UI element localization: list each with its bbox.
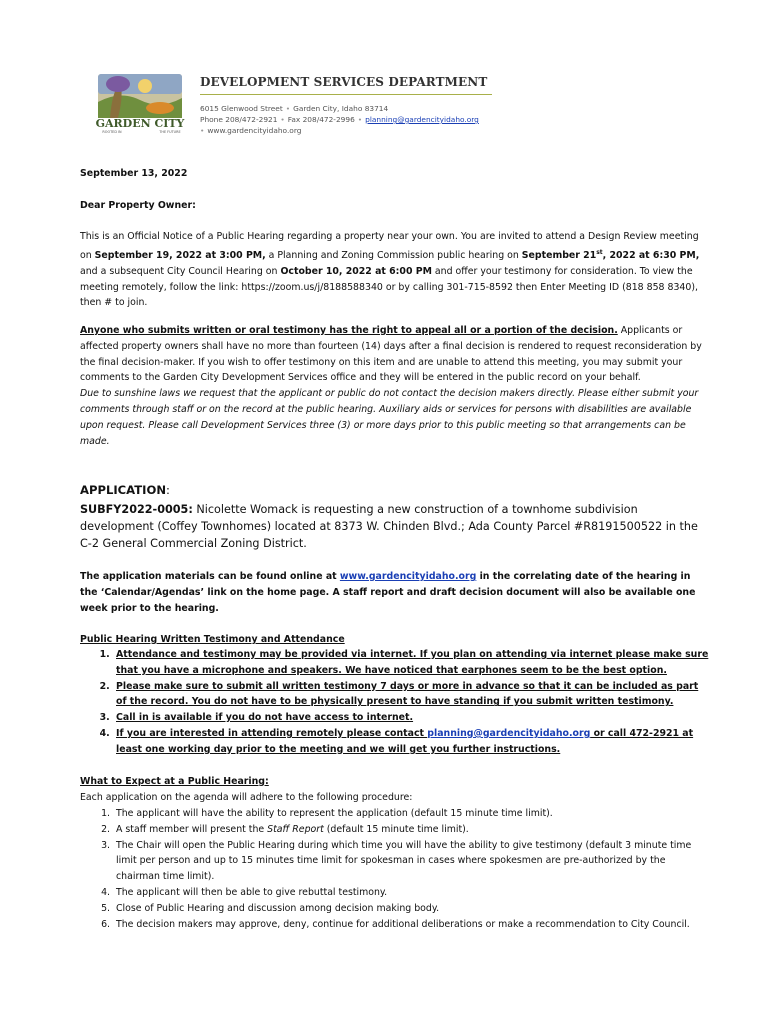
list-item: 4. If you are interested in attending remotely please contact planning@gardencityidaho.org or call 472-2921 at least one working day prior to the meeting and we will get you further instructions. bbox=[113, 726, 710, 758]
email-link[interactable]: planning@gardencityidaho.org bbox=[365, 115, 479, 124]
logo-left-tag: ROOTED IN bbox=[102, 130, 122, 134]
list-item: 3. Call in is available if you do not have access to internet. bbox=[113, 710, 710, 726]
planning-email-link[interactable]: planning@gardencityidaho.org bbox=[427, 727, 591, 739]
list-item: 3. The Chair will open the Public Hearing during which time you will have the ability to give testimony (default 3 minute time limit per person and up to 15 minutes time limit for spokesman in cases where spokesmen are pre-authorized by the chairman time limit). bbox=[113, 838, 710, 885]
phone-number: Phone 208/472-2921 bbox=[200, 115, 278, 124]
website-text: www.gardencityidaho.org bbox=[207, 126, 302, 135]
list-item: 5. Close of Public Hearing and discussion among decision making body. bbox=[113, 901, 710, 917]
materials-paragraph: The application materials can be found online at www.gardencityidaho.org in the correlating date of the hearing in the ‘Calendar/Agendas’ link on the home page. A staff report and draft decision document will also be available one week prior to the hearing. bbox=[80, 571, 696, 614]
appeal-paragraph: Anyone who submits written or oral testimony has the right to appeal all or a portion of the decision. Applicants or affected property owners shall have no more than fourteen (14) days after a final decision is rendered to request reconsideration by the final decision-maker. If you wish to offer testimony on this item and are unable to attend this meeting, you may submit your comments to the Garden City Development Services office and they will be entered in the public record on your behalf. Due to sunshine laws we request that the applicant or public do not contact the decision makers directly. Please either submit your comments through staff or on the record at the public hearing. Auxiliary aids or services for persons with disabilities are available upon request. Please call Development Services three (3) or more days prior to this public meeting so that arrangements can be made. bbox=[80, 325, 702, 447]
address-line: 6015 Glenwood Street • Garden City, Idaho 83714 bbox=[200, 104, 389, 113]
application-description: SUBFY2022-0005: Nicolette Womack is requesting a new construction of a townhome subdivision development (Coffey Townhomes) located at 8373 W. Chinden Blvd.; Ada County Parcel #R8191500522 in the C-2 General Commercial Zoning District. bbox=[80, 503, 698, 550]
header-divider bbox=[200, 94, 492, 95]
application-heading: APPLICATION: bbox=[80, 483, 170, 497]
expect-intro: Each application on the agenda will adhere to the following procedure: bbox=[80, 792, 413, 803]
list-item: 6. The decision makers may approve, deny, continue for additional deliberations or make a recommendation to City Council. bbox=[113, 917, 710, 933]
website-line: • www.gardencityidaho.org bbox=[200, 126, 302, 135]
fax-number: Fax 208/472-2996 bbox=[287, 115, 355, 124]
logo-text: GARDEN CITY bbox=[95, 117, 185, 130]
logo-right-tag: THE FUTURE bbox=[159, 130, 181, 134]
procedure-list bbox=[80, 806, 710, 932]
list-item: 2. Please make sure to submit all written testimony 7 days or more in advance so that it can be included as part of the record. You do not have to be physically present to have standing if you submit written testimony. bbox=[113, 679, 710, 711]
notice-paragraph: This is an Official Notice of a Public Hearing regarding a property near your own. You are invited to attend a Design Review meeting on September 19, 2022 at 3:00 PM, a Planning and Zoning Commission public hearing on September 21st, 2022 at 6:30 PM, and a subsequent City Council Hearing on October 10, 2022 at 6:00 PM and offer your testimony for consideration. To view the meeting remotely, follow the link: https://zoom.us/j/8188588340 or by calling 301-715-8592 then Enter Meeting ID (818 858 8340), then # to join. bbox=[80, 231, 700, 309]
city-address: Garden City, Idaho 83714 bbox=[293, 104, 389, 113]
written-testimony-list bbox=[80, 647, 710, 758]
written-testimony-heading: Public Hearing Written Testimony and Attendance bbox=[80, 634, 345, 645]
street-address: 6015 Glenwood Street bbox=[200, 104, 283, 113]
list-item: 2. A staff member will present the Staff Report (default 15 minute time limit). bbox=[113, 822, 710, 838]
list-item: 1. The applicant will have the ability to represent the application (default 15 minute time limit). bbox=[113, 806, 710, 822]
sunshine-notice: Due to sunshine laws we request that the applicant or public do not contact the decision makers directly. Please either submit your comments through staff or on the record at the public hearing. Auxiliary aids or services for persons with disabilities are available upon request. Please call Development Services three (3) or more days prior to this public meeting so that arrangements can be made. bbox=[80, 388, 699, 447]
list-item: 1. Attendance and testimony may be provided via internet. If you plan on attending via internet please make sure that you have a microphone and speakers. We have noticed that earphones seem to be the best option. bbox=[113, 647, 710, 679]
salutation: Dear Property Owner: bbox=[80, 200, 196, 211]
list-item: 4. The applicant will then be able to give rebuttal testimony. bbox=[113, 885, 710, 901]
department-title: DEVELOPMENT SERVICES DEPARTMENT bbox=[200, 75, 488, 89]
garden-city-logo bbox=[90, 72, 190, 134]
letter-date: September 13, 2022 bbox=[80, 168, 188, 179]
website-link[interactable]: www.gardencityidaho.org bbox=[339, 571, 477, 582]
contact-line: Phone 208/472-2921 • Fax 208/472-2996 • planning@gardencityidaho.org bbox=[200, 115, 479, 124]
expect-heading: What to Expect at a Public Hearing: bbox=[80, 776, 269, 787]
